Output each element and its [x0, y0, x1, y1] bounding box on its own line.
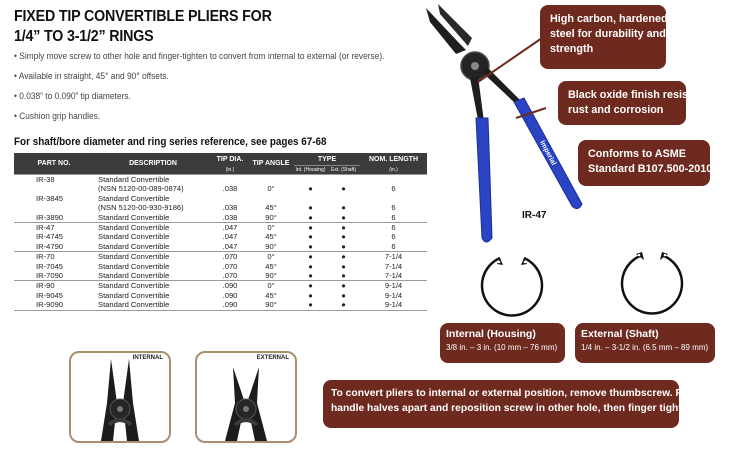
table-row — [14, 271, 427, 281]
table-row — [14, 262, 427, 271]
cell-ext: ● — [327, 252, 360, 262]
table-row — [14, 223, 427, 233]
feature-item: • Cushion grip handles. — [14, 111, 101, 122]
cell-ext: ● — [341, 241, 346, 251]
cell-part: IR-47 — [14, 223, 94, 233]
cell-len: 6 — [360, 223, 427, 233]
external-tip-image — [195, 351, 297, 443]
table-row — [14, 194, 427, 203]
table-row — [14, 175, 427, 185]
cell-part: IR-3845 — [36, 193, 64, 203]
cell-ext: ● — [327, 281, 360, 291]
cell-dia: .070 — [222, 261, 238, 271]
cell-int: ● — [308, 271, 313, 281]
cell-angle: 45° — [265, 290, 277, 300]
cell-angle — [248, 175, 294, 185]
cell-desc: Standard Convertible — [94, 252, 212, 262]
cell-angle: 45° — [265, 261, 277, 271]
cell-ext — [327, 175, 360, 185]
col-tip-angle: TIP ANGLE — [248, 153, 294, 175]
cell-part: IR-7045 — [36, 261, 64, 271]
model-label: IR-47 — [522, 210, 547, 221]
cell-int — [294, 175, 327, 185]
cell-ext: ● — [341, 203, 346, 213]
sub-int: Int. (Housing) — [295, 167, 326, 173]
feature-item: • 0.038” to 0.090” tip diameters. — [14, 91, 131, 102]
internal-ring-diagram — [470, 252, 560, 320]
cell-len: 9-1/4 — [384, 290, 403, 300]
cell-part: IR-38 — [14, 175, 94, 185]
col-description: DESCRIPTION — [94, 153, 212, 175]
col-type: TYPE — [294, 153, 360, 166]
cell-int: ● — [294, 281, 327, 291]
cell-desc: Standard Convertible — [98, 261, 170, 271]
finish-line: Black oxide finish resists — [568, 89, 698, 101]
grip-brand: Imperial — [538, 139, 558, 167]
cell-len — [360, 194, 427, 203]
cell-int: ● — [308, 212, 313, 222]
cell-angle — [248, 194, 294, 203]
internal-tip-image — [69, 351, 171, 443]
cell-int — [294, 194, 327, 203]
finish-line: rust and corrosion — [568, 104, 664, 116]
internal-label: INTERNAL — [132, 355, 163, 361]
table-row — [14, 291, 427, 300]
cell-dia: .047 — [222, 232, 238, 242]
steel-line: steel for durability and — [550, 28, 666, 40]
asme-line: Conforms to ASME — [588, 148, 686, 160]
cell-angle: 0° — [248, 252, 294, 262]
table-row — [14, 281, 427, 291]
finish-callout — [558, 81, 698, 125]
cell-desc: Standard Convertible — [98, 290, 170, 300]
cell-desc: Standard Convertible — [98, 212, 170, 222]
cell-part: IR-9045 — [36, 290, 64, 300]
cell-ext: ● — [327, 300, 360, 310]
cell-len: 7-1/4 — [384, 271, 403, 281]
sub-ext: Ext. (Shaft) — [327, 166, 360, 175]
asme-callout — [578, 140, 713, 186]
cell-int: ● — [294, 223, 327, 233]
external-pliers-photo — [197, 353, 295, 441]
steel-line: strength — [550, 43, 594, 55]
table-row — [14, 300, 427, 310]
cell-int: ● — [308, 261, 313, 271]
cell-desc-nsn: (NSN 5120-00-930-9186) — [98, 203, 184, 213]
cell-dia — [212, 194, 248, 203]
cell-len: 6 — [391, 212, 396, 222]
cell-int: ● — [294, 252, 327, 262]
reference-note: For shaft/bore diameter and ring series reference, see pages 67-68 — [14, 136, 327, 148]
cell-desc: Standard Convertible — [94, 223, 212, 233]
cell-angle: 90° — [265, 271, 277, 281]
cell-desc: Standard Convertible — [94, 175, 212, 185]
cell-dia: .047 — [222, 241, 238, 251]
title-line-1: FIXED TIP CONVERTIBLE PLIERS FOR — [14, 8, 272, 25]
cell-dia: .047 — [212, 223, 248, 233]
cell-desc: Standard Convertible — [94, 281, 212, 291]
cell-angle: 0° — [248, 223, 294, 233]
cell-len: 6 — [391, 232, 396, 242]
cell-dia: .038 — [222, 212, 238, 222]
steel-callout — [540, 5, 666, 69]
cell-desc-nsn: (NSN 5120-00-089-0874) — [98, 184, 184, 194]
cell-part: IR-70 — [14, 252, 94, 262]
external-label: EXTERNAL — [256, 355, 289, 361]
cell-part: IR-4790 — [36, 241, 64, 251]
sub-tip-dia: (in.) — [212, 166, 248, 175]
feature-item: • Available in straight, 45° and 90° offsets. — [14, 71, 169, 82]
col-part-no: PART NO. — [14, 153, 94, 175]
cell-angle: 45° — [265, 203, 277, 213]
cell-desc: Standard Convertible — [94, 300, 212, 310]
external-ring-diagram — [610, 250, 700, 320]
cell-ext — [327, 194, 360, 203]
cell-int: ● — [308, 184, 313, 194]
cell-ext: ● — [327, 223, 360, 233]
cell-dia: .038 — [222, 203, 238, 213]
title-line-2: 1/4” TO 3-1/2” RINGS — [14, 28, 154, 45]
cell-int: ● — [308, 290, 313, 300]
cell-len: 6 — [391, 184, 396, 194]
callout-pointers — [470, 20, 550, 120]
col-nom-length: NOM. LENGTH — [360, 153, 427, 166]
cell-angle: 90° — [265, 241, 277, 251]
spec-table — [14, 153, 427, 311]
cell-desc: Standard Convertible — [98, 232, 170, 242]
table-row — [14, 203, 427, 212]
cell-len: 6 — [391, 203, 396, 213]
instructions-callout — [323, 380, 697, 428]
cell-desc: Standard Convertible — [98, 241, 170, 251]
sub-nom-length: (in.) — [360, 166, 427, 175]
cell-ext: ● — [341, 184, 346, 194]
cell-ext: ● — [341, 271, 346, 281]
steel-line: High carbon, hardened — [550, 13, 668, 25]
col-tip-dia: TIP DIA. — [212, 153, 248, 166]
cell-len — [360, 175, 427, 185]
cell-part — [14, 184, 94, 193]
cell-part: IR-9090 — [14, 300, 94, 310]
cell-angle: 90° — [265, 212, 277, 222]
cell-int: ● — [294, 300, 327, 310]
cell-dia: .090 — [212, 281, 248, 291]
page-title — [14, 7, 272, 47]
cell-ext: ● — [341, 290, 346, 300]
cell-len: 6 — [391, 241, 396, 251]
asme-line: Standard B107.500-2010 — [588, 163, 713, 175]
cell-angle: 45° — [265, 232, 277, 242]
table-row — [14, 184, 427, 193]
cell-desc: Standard Convertible — [98, 193, 170, 203]
external-ring-range: 1/4 in. – 3-1/2 in. (6.5 mm – 89 mm) — [581, 343, 709, 352]
cell-int: ● — [308, 232, 313, 242]
cell-angle: 90° — [248, 300, 294, 310]
cell-int: ● — [308, 241, 313, 251]
internal-ring-range: 3/8 in. – 3 in. (10 mm – 76 mm) — [446, 343, 558, 352]
cell-dia: .070 — [222, 271, 238, 281]
cell-dia — [212, 175, 248, 185]
cell-ext: ● — [341, 212, 346, 222]
cell-angle: 0° — [248, 281, 294, 291]
cell-dia: .090 — [222, 290, 238, 300]
cell-ext: ● — [341, 232, 346, 242]
instruction-line: To convert pliers to internal or external position, remove thumbscrew. Pull — [331, 388, 695, 399]
table-row — [14, 252, 427, 262]
table-row — [14, 213, 427, 223]
cell-angle: 0° — [267, 184, 275, 194]
cell-part — [14, 203, 94, 212]
cell-desc: Standard Convertible — [98, 271, 170, 281]
cell-len: 7-1/4 — [384, 261, 403, 271]
internal-ring-heading: Internal (Housing) — [446, 328, 536, 340]
cell-len: 7-1/4 — [360, 252, 427, 262]
table-header-row — [14, 153, 427, 166]
cell-len: 9-1/4 — [360, 300, 427, 310]
feature-list — [14, 51, 384, 131]
cell-ext: ● — [341, 261, 346, 271]
internal-pliers-photo — [71, 353, 169, 441]
cell-dia: .070 — [212, 252, 248, 262]
table-row — [14, 232, 427, 241]
feature-item: • Simply move screw to other hole and finger-tighten to convert from internal to external (or reverse). — [14, 51, 385, 62]
external-ring-heading: External (Shaft) — [581, 328, 659, 340]
cell-int: ● — [308, 203, 313, 213]
cell-part: IR-7090 — [36, 271, 64, 281]
cell-part: IR-4745 — [36, 232, 64, 242]
cell-part: IR-90 — [14, 281, 94, 291]
internal-ring-caption — [440, 323, 565, 363]
cell-part: IR-3890 — [36, 212, 64, 222]
cell-dia: .090 — [212, 300, 248, 310]
external-ring-caption — [575, 323, 715, 363]
cell-len: 9-1/4 — [360, 281, 427, 291]
table-row — [14, 242, 427, 252]
instruction-line: handle halves apart and reposition screw in other hole, then finger tighten. — [331, 403, 697, 414]
cell-dia: .038 — [222, 184, 238, 194]
